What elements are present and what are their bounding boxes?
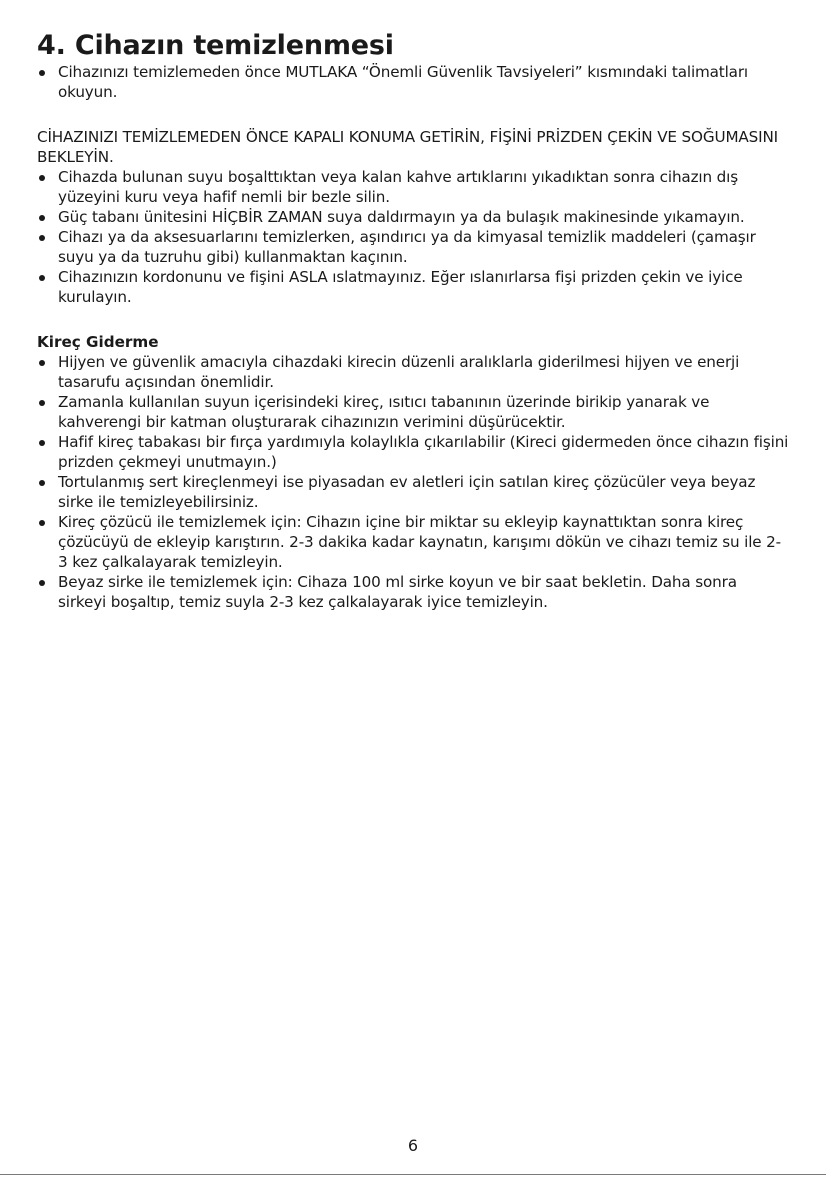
intro-item: Cihazınızı temizlemeden önce MUTLAKA “Önemli Güvenlik Tavsiyeleri” kısmındaki talimatları okuyun. xyxy=(37,62,789,102)
descaling-item: Kireç çözücü ile temizlemek için: Cihazın içine bir miktar su ekleyip kaynattıktan sonra kireç çözücüyü de ekleyip karıştırın. 2-3 dakika kadar kaynatın, karışımı dökün ve cihazı temiz su ile 2-3 kez çalkalayarak temizleyin. xyxy=(37,512,789,572)
cleaning-step: Cihazı ya da aksesuarlarını temizlerken, aşındırıcı ya da kimyasal temizlik maddeleri (çamaşır suyu ya da tuzruhu gibi) kullanmaktan kaçının. xyxy=(37,227,789,267)
document-page xyxy=(37,30,789,612)
descaling-heading: Kireç Giderme xyxy=(37,333,159,351)
descaling-item: Beyaz sirke ile temizlemek için: Cihaza 100 ml sirke koyun ve bir saat bekletin. Daha sonra sirkeyi boşaltıp, temiz suyla 2-3 kez çalkalayarak iyice temizleyin. xyxy=(37,572,789,612)
page-number: 6 xyxy=(407,1136,419,1155)
descaling-list xyxy=(37,352,789,612)
descaling-item: Hijyen ve güvenlik amacıyla cihazdaki kirecin düzenli aralıklarla giderilmesi hijyen ve enerji tasarufu açısından önemlidir. xyxy=(37,352,789,392)
cleaning-step: Güç tabanı ünitesini HİÇBİR ZAMAN suya daldırmayın ya da bulaşık makinesinde yıkamayın. xyxy=(37,207,789,227)
section-title: 4. Cihazın temizlenmesi xyxy=(37,30,394,61)
descaling-item: Zamanla kullanılan suyun içerisindeki kireç, ısıtıcı tabanının üzerinde birikip yanarak ve kahverengi bir katman oluşturarak cihazınızın verimini düşürücektir. xyxy=(37,392,789,432)
cleaning-step: Cihazda bulunan suyu boşalttıktan veya kalan kahve artıklarını yıkadıktan sonra cihazın dış yüzeyini kuru veya hafif nemli bir bezle silin. xyxy=(37,167,789,207)
descaling-item: Hafif kireç tabakası bir fırça yardımıyla kolaylıkla çıkarılabilir (Kireci gidermeden önce cihazın fişini prizden çekmeyi unutmayın.) xyxy=(37,432,789,472)
safety-warning: CİHAZINIZI TEMİZLEMEDEN ÖNCE KAPALI KONUMA GETİRİN, FİŞİNİ PRİZDEN ÇEKİN VE SOĞUMASINI BEKLEYİN. xyxy=(37,128,778,166)
descaling-item: Tortulanmış sert kireçlenmeyi ise piyasadan ev aletleri için satılan kireç çözücüler veya beyaz sirke ile temizleyebilirsiniz. xyxy=(37,472,789,512)
bottom-divider xyxy=(0,1174,826,1175)
intro-list xyxy=(37,62,789,102)
cleaning-step: Cihazınızın kordonunu ve fişini ASLA ıslatmayınız. Eğer ıslanırlarsa fişi prizden çekin ve iyice kurulayın. xyxy=(37,267,789,307)
cleaning-steps-list xyxy=(37,167,789,307)
